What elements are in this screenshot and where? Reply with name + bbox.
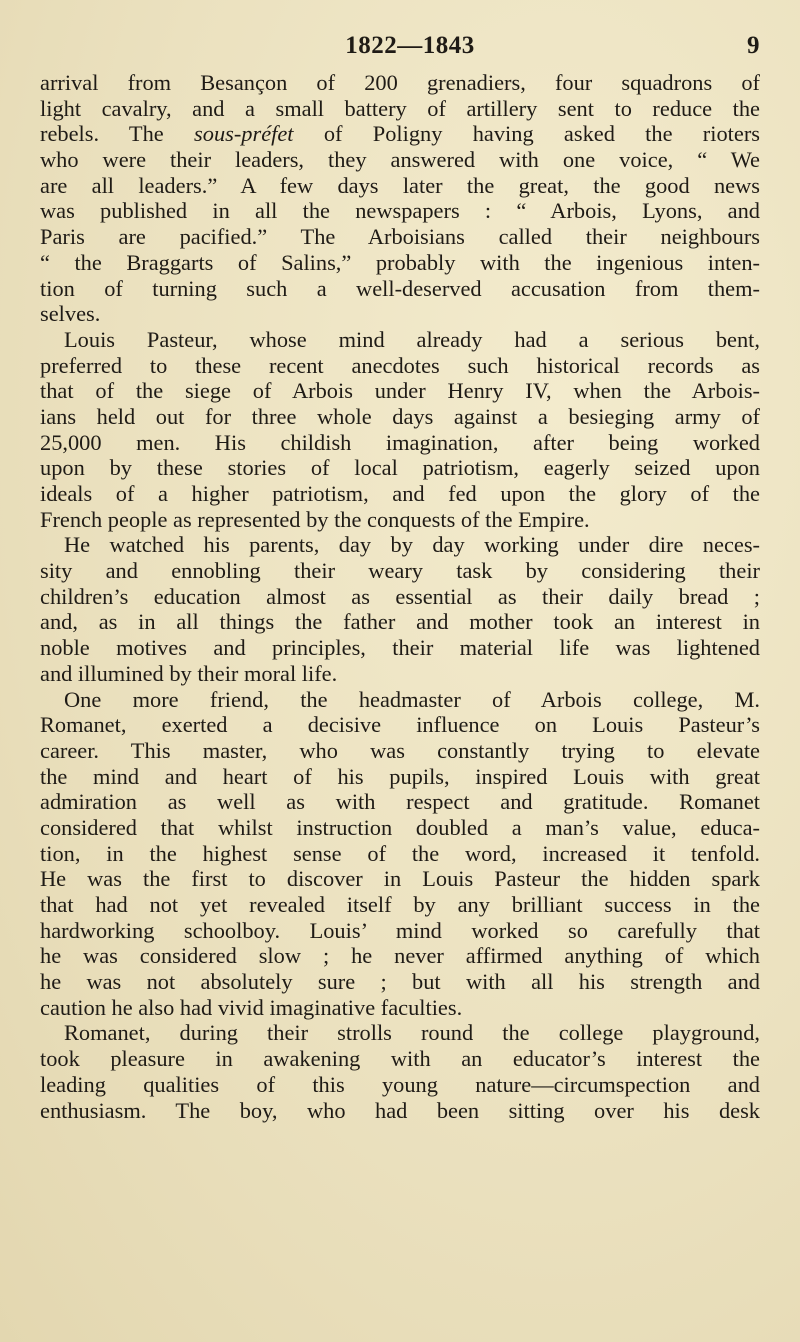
- text-line: He watched his parents, day by day working under dire neces-: [64, 532, 760, 558]
- text-line: who were their leaders, they answered with one voice, “ We: [40, 147, 760, 173]
- text-line: children’s education almost as essential as their daily bread ;: [40, 583, 760, 609]
- text-line: 25,000 men. His childish imagination, after being worked: [40, 429, 760, 455]
- text-line: arrival from Besançon of 200 grenadiers, four squadrons of: [40, 70, 760, 95]
- text-line: he was considered slow ; he never affirmed anything of which: [40, 943, 760, 969]
- text-line: light cavalry, and a small battery of artillery sent to reduce the: [40, 95, 760, 121]
- text-line: tion, in the highest sense of the word, increased it tenfold.: [40, 840, 760, 866]
- text-line: ians held out for three whole days against a besieging army of: [40, 403, 760, 429]
- text-line: He was the first to discover in Louis Pasteur the hidden spark: [40, 866, 760, 892]
- text-line: caution he also had vivid imaginative faculties.: [40, 994, 463, 1020]
- text-line: leading qualities of this young nature—circumspection and: [40, 1071, 760, 1097]
- text-line: One more friend, the headmaster of Arbois college, M.: [64, 686, 760, 712]
- body-text: [40, 70, 760, 1123]
- paragraph: [40, 1020, 760, 1123]
- text-line: the mind and heart of his pupils, inspired Louis with great: [40, 763, 760, 789]
- page-number: 9: [747, 32, 760, 59]
- text-line: selves.: [40, 301, 101, 327]
- text-line: Paris are pacified.” The Arboisians called their neighbours: [40, 224, 760, 250]
- paragraph: [40, 70, 760, 327]
- text-line: preferred to these recent anecdotes such historical records as: [40, 352, 760, 378]
- running-head-years: 1822—1843: [345, 32, 475, 59]
- text-line: enthusiasm. The boy, who had been sitting over his desk: [40, 1097, 760, 1123]
- text-line: French people as represented by the conquests of the Empire.: [40, 506, 590, 532]
- text-line: was published in all the newspapers : “ Arbois, Lyons, and: [40, 198, 760, 224]
- text-line: rebels. The sous-préfet of Poligny having asked the rioters: [40, 121, 760, 147]
- text-line: Louis Pasteur, whose mind already had a serious bent,: [64, 326, 760, 352]
- text-line: admiration as well as with respect and gratitude. Romanet: [40, 789, 760, 815]
- text-line: he was not absolutely sure ; but with all his strength and: [40, 969, 760, 995]
- text-line: are all leaders.” A few days later the great, the good news: [40, 172, 760, 198]
- book-page: [40, 30, 760, 1123]
- text-line: took pleasure in awakening with an educator’s interest the: [40, 1046, 760, 1072]
- text-line: ideals of a higher patriotism, and fed upon the glory of the: [40, 481, 760, 506]
- running-head: [40, 30, 760, 70]
- text-line: and, as in all things the father and mother took an interest in: [40, 609, 760, 635]
- text-line: Romanet, exerted a decisive influence on Louis Pasteur’s: [40, 712, 760, 738]
- text-line: that of the siege of Arbois under Henry IV, when the Arbois-: [40, 378, 760, 404]
- text-line: noble motives and principles, their material life was lightened: [40, 635, 760, 661]
- paragraph: [40, 327, 760, 533]
- italic-term: sous-préfet: [194, 121, 294, 147]
- text-line: Romanet, during their strolls round the college playground,: [64, 1020, 760, 1046]
- text-line: that had not yet revealed itself by any brilliant success in the: [40, 892, 760, 917]
- paragraph: [40, 687, 760, 1021]
- text-line: upon by these stories of local patriotism, eagerly seized upon: [40, 455, 760, 481]
- text-line: considered that whilst instruction doubled a man’s value, educa-: [40, 814, 760, 840]
- text-line: “ the Braggarts of Salins,” probably with the ingenious inten-: [40, 249, 760, 275]
- text-line: tion of turning such a well-deserved accusation from them-: [40, 275, 760, 301]
- text-line: hardworking schoolboy. Louis’ mind worked so carefully that: [40, 917, 760, 943]
- text-line: and illumined by their moral life.: [40, 660, 338, 686]
- paragraph: [40, 532, 760, 686]
- text-line: sity and ennobling their weary task by considering their: [40, 558, 760, 584]
- text-line: career. This master, who was constantly trying to elevate: [40, 737, 760, 763]
